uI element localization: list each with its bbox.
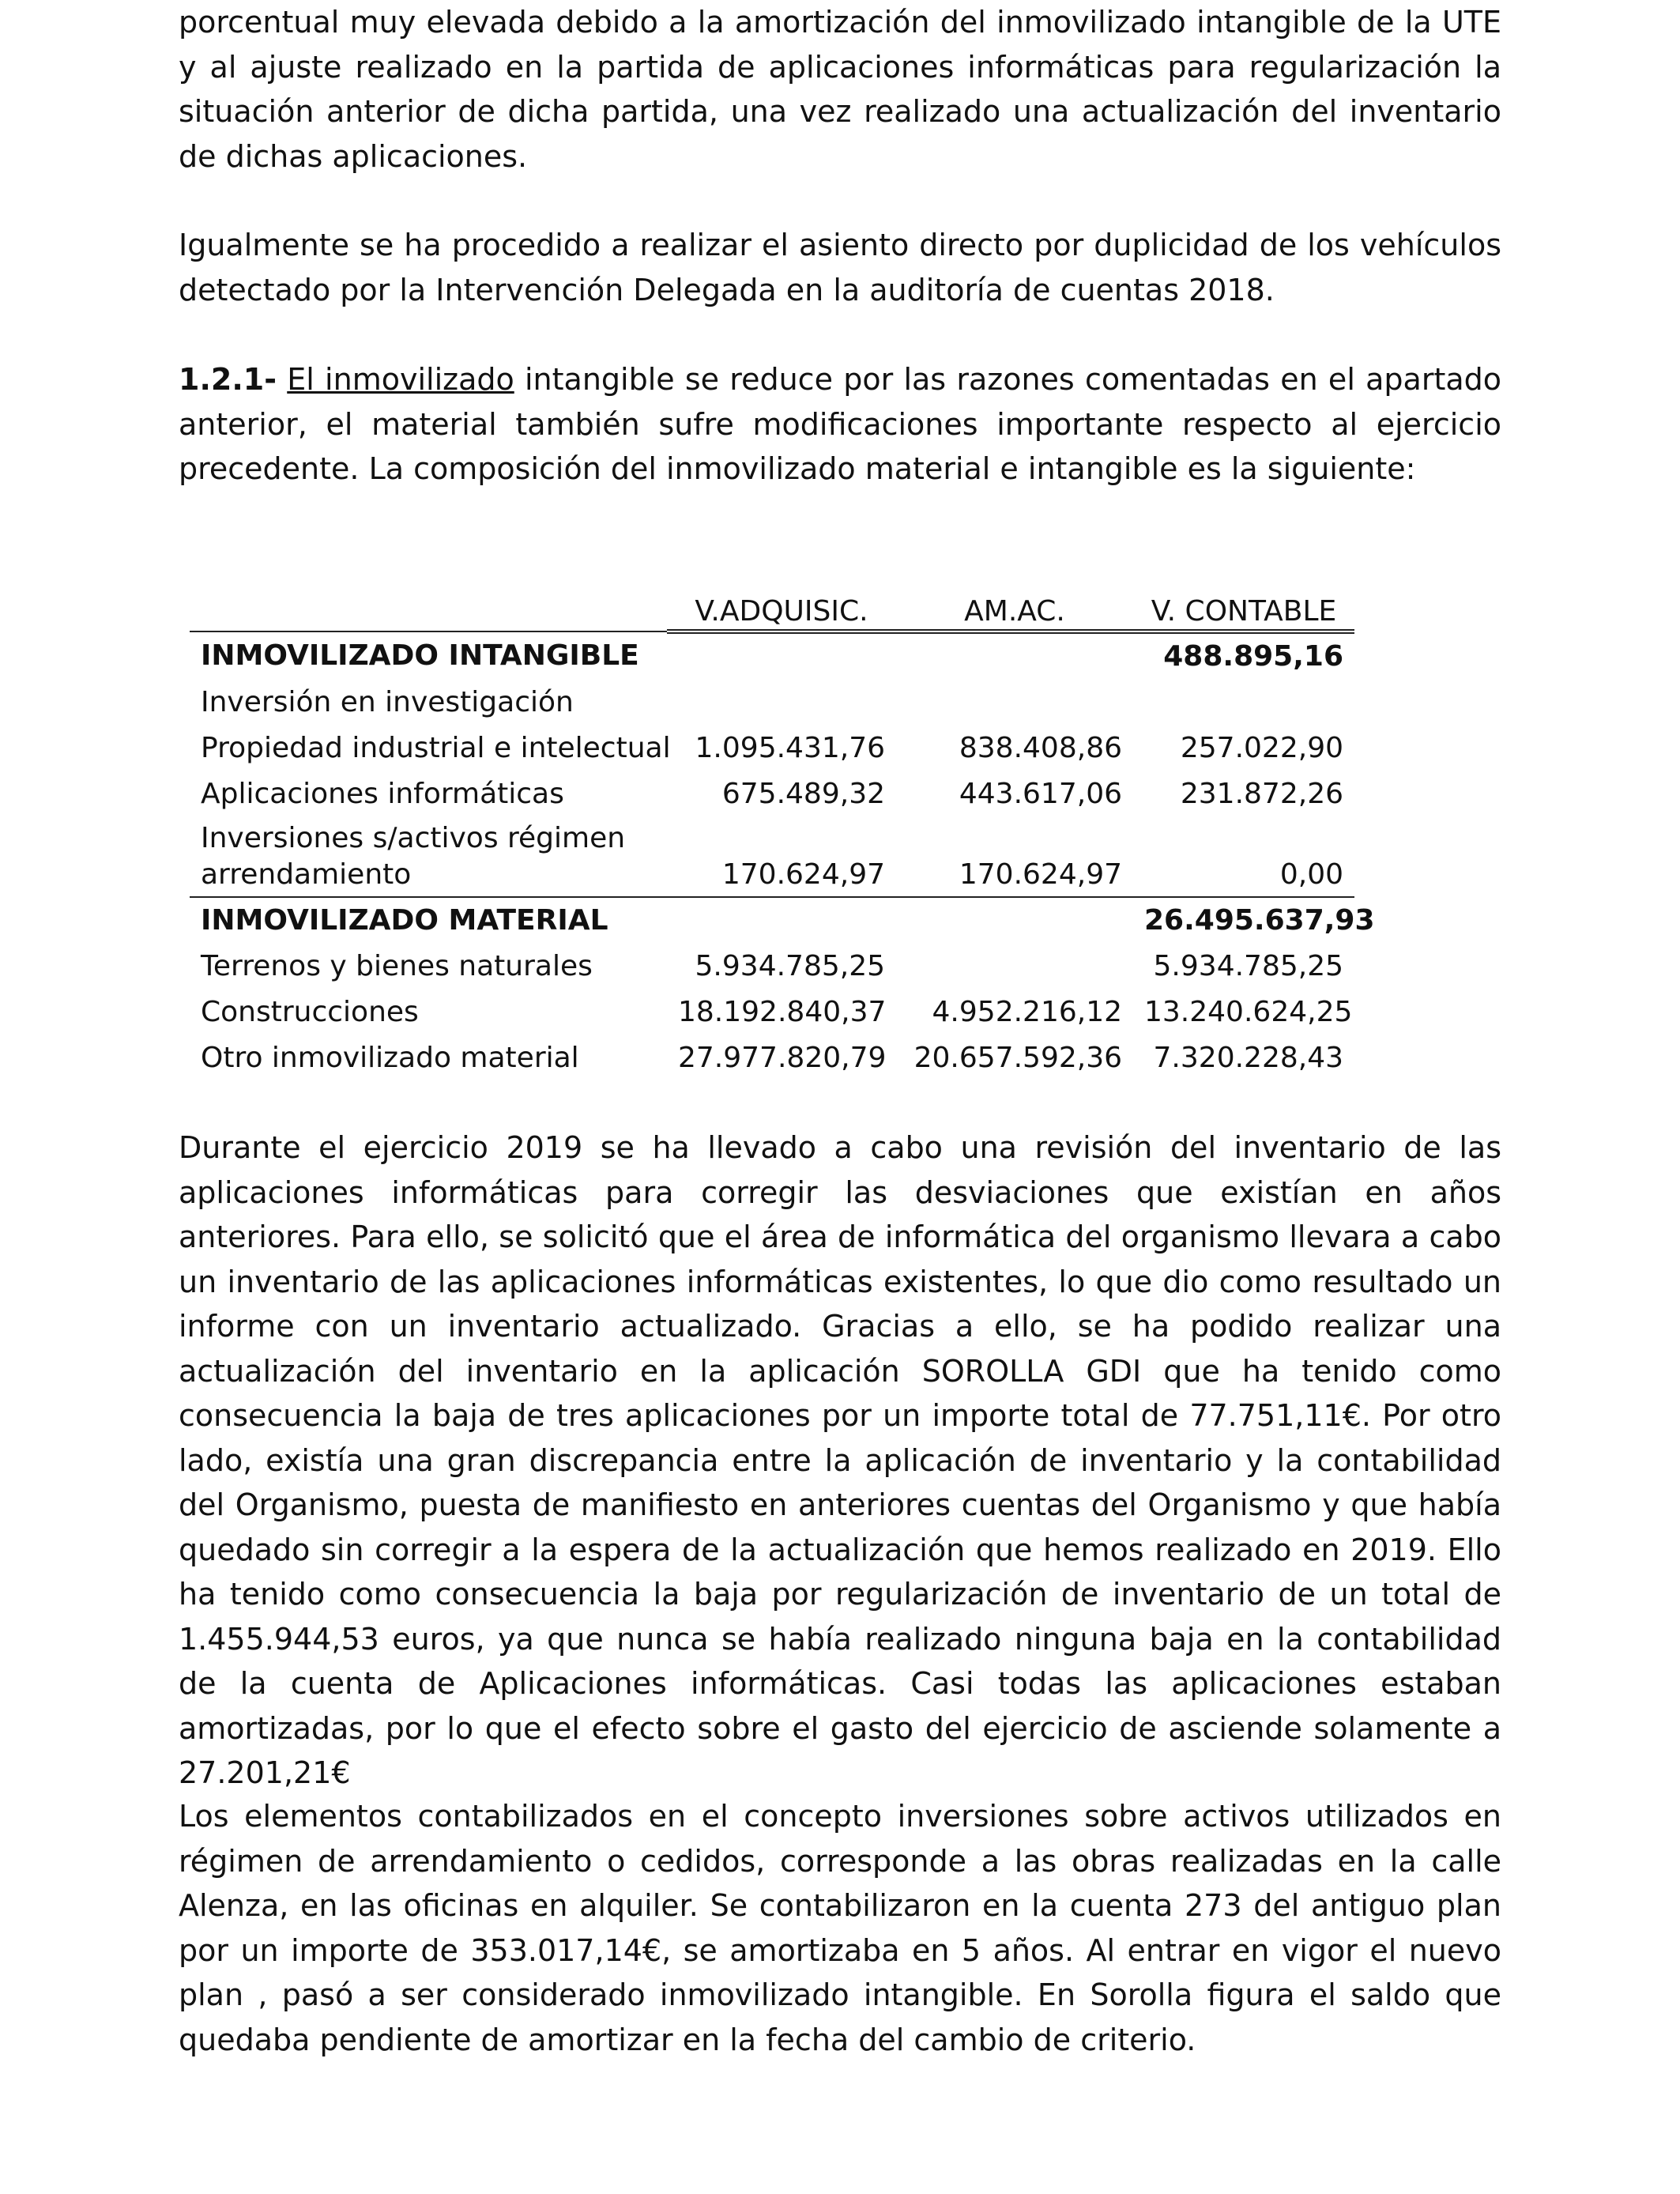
column-header-am-ac: AM.AC.	[896, 583, 1133, 631]
row-label: Construcciones	[201, 996, 419, 1028]
cell-v-adquisic	[667, 680, 896, 726]
cell-v-contable: 488.895,16	[1163, 640, 1343, 673]
cell-am-ac	[896, 680, 1133, 726]
cell-v-contable: 257.022,90	[1180, 732, 1343, 764]
paragraph-amortizacion: porcentual muy elevada debido a la amortización del inmovilizado intangible de la UTE y al ajuste realizado en la partida de aplicaciones informáticas para regularización la situación anterior de dicha partida, una vez realizado una actualización del inventario de dichas aplicaciones.	[179, 5, 1501, 174]
cell-v-adquisic: 1.095.431,76	[695, 732, 885, 764]
cell-am-ac: 838.408,86	[959, 732, 1122, 764]
inmovilizado-table-container	[190, 583, 1375, 1081]
cell-am-ac: 20.657.592,36	[913, 1042, 1122, 1074]
row-label	[190, 817, 667, 897]
table-header-row	[190, 583, 1354, 631]
cell-v-adquisic: 27.977.820,79	[678, 1042, 887, 1074]
cell-v-adquisic	[667, 897, 896, 944]
cell-v-adquisic: 5.934.785,25	[695, 950, 885, 982]
cell-v-contable: 0,00	[1133, 817, 1354, 897]
cell-am-ac: 443.617,06	[959, 778, 1122, 810]
row-label: Otro inmovilizado material	[201, 1042, 579, 1074]
column-header-v-adquisic: V.ADQUISIC.	[667, 583, 896, 631]
paragraph-inversiones-arrendamiento: Los elementos contabilizados en el concepto inversiones sobre activos utilizados en régimen de arrendamiento o cedidos, corresponde a las obras realizadas en la calle Alenza, en las oficinas en alquiler. Se contabilizaron en la cuenta 273 del antiguo plan por un importe de 353.017,14€, se amortizaba en 5 años. Al entrar en vigor el nuevo plan , pasó a ser considerado inmovilizado intangible. En Sorolla figura el saldo que quedaba pendiente de amortizar en la fecha del cambio de criterio.	[179, 1799, 1501, 2057]
cell-v-adquisic: 170.624,97	[667, 817, 896, 897]
cell-v-contable: 231.872,26	[1180, 778, 1343, 810]
column-header-v-contable: V. CONTABLE	[1133, 583, 1354, 631]
table-row	[190, 944, 1354, 990]
paragraph-asiento-vehiculos: Igualmente se ha procedido a realizar el asiento directo por duplicidad de los vehículos detectado por la Intervención Delegada en la auditoría de cuentas 2018.	[179, 228, 1501, 307]
table-row	[190, 990, 1354, 1035]
cell-v-contable: 5.934.785,25	[1153, 950, 1343, 982]
paragraph-revision-inventario: Durante el ejercicio 2019 se ha llevado a cabo una revisión del inventario de las aplicaciones informáticas para corregir las desviaciones que existían en años anteriores. Para ello, se solicitó que el área de informática del organismo llevara a cabo un inventario de las aplicaciones informáticas existentes, lo que dio como resultado un informe con un inventario actualizado. Gracias a ello, se ha podido realizar una actualización del inventario en la aplicación SOROLLA GDI que ha tenido como consecuencia la baja de tres aplicaciones por un importe total de 77.751,11€. Por otro lado, existía una gran discrepancia entre la aplicación de inventario y la contabilidad del Organismo, puesta de manifiesto en anteriores cuentas del Organismo y que había quedado sin corregir a la espera de la actualización que hemos realizado en 2019. Ello ha tenido como consecuencia la baja por regularización de inventario de un total de 1.455.944,53 euros, ya que nunca se había realizado ninguna baja en la contabilidad de la cuenta de Aplicaciones informáticas. Casi todas las aplicaciones estaban amortizadas, por lo que el efecto sobre el gasto del ejercicio de asciende solamente a 27.201,21€	[179, 1130, 1501, 1790]
cell-v-adquisic: 18.192.840,37	[678, 996, 887, 1028]
cell-am-ac	[896, 944, 1133, 990]
cell-v-contable	[1133, 680, 1354, 726]
row-label: Terrenos y bienes naturales	[201, 950, 593, 982]
column-header-concepto	[190, 583, 667, 631]
table-row	[190, 1035, 1354, 1081]
cell-v-adquisic	[667, 631, 896, 680]
cell-v-contable: 7.320.228,43	[1153, 1042, 1343, 1074]
row-label: INMOVILIZADO MATERIAL	[201, 904, 608, 937]
cell-am-ac	[896, 631, 1133, 680]
table-row	[190, 631, 1354, 680]
row-label: INMOVILIZADO INTANGIBLE	[201, 639, 639, 672]
table-row	[190, 771, 1354, 817]
table-row	[190, 726, 1354, 771]
table-row	[190, 680, 1354, 726]
section-number: 1.2.1-	[179, 362, 277, 397]
cell-am-ac: 4.952.216,12	[932, 996, 1122, 1028]
underlined-term: El inmovilizado	[287, 362, 514, 397]
section-text: intangible se reduce por las razones comentadas en el apartado anterior, el material también sufre modificaciones importante respecto al ejercicio precedente. La composición del inmovilizado material e intangible es la siguiente:	[179, 362, 1501, 486]
cell-v-contable: 26.495.637,93	[1144, 904, 1375, 937]
row-label: Aplicaciones informáticas	[201, 778, 564, 810]
row-label-line-2: arrendamiento	[201, 858, 412, 891]
row-label-line-1: Inversiones s/activos régimen	[201, 822, 626, 854]
table-row	[190, 897, 1354, 944]
cell-v-contable: 13.240.624,25	[1144, 996, 1353, 1028]
row-label: Inversión en investigación	[201, 686, 574, 718]
cell-v-adquisic: 675.489,32	[721, 778, 885, 810]
paragraph-section-1-2-1	[179, 357, 1501, 492]
cell-am-ac: 170.624,97	[896, 817, 1133, 897]
table-row	[190, 817, 1354, 897]
cell-am-ac	[896, 897, 1133, 944]
inmovilizado-table	[190, 583, 1375, 1081]
row-label: Propiedad industrial e intelectual	[201, 732, 671, 764]
